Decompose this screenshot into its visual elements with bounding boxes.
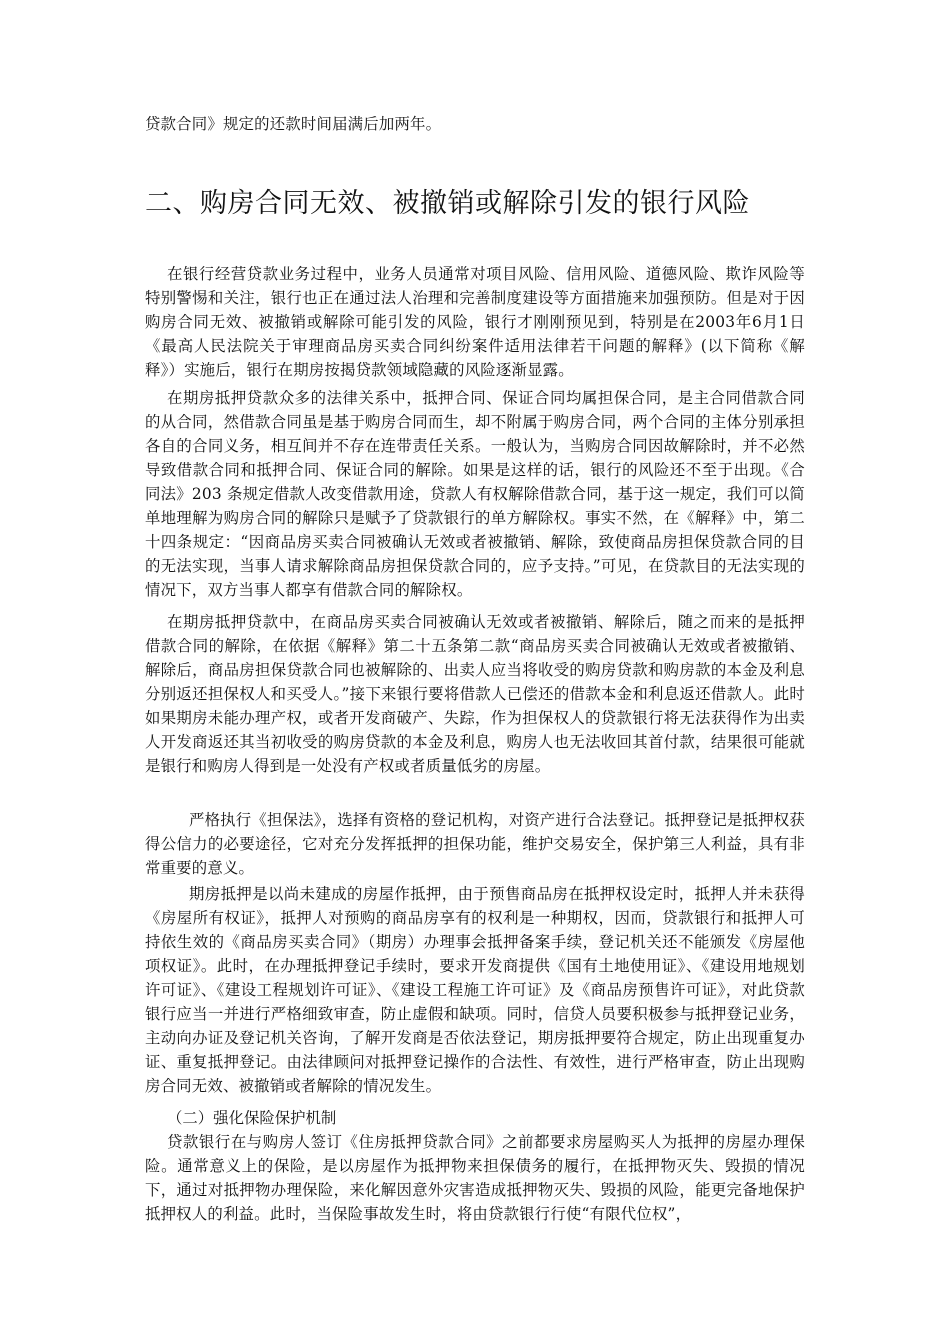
section-heading: 二、购房合同无效、被撤销或解除引发的银行风险 (145, 188, 750, 219)
body-paragraph-3: 在期房抵押贷款中，在商品房买卖合同被确认无效或者被撤销、解除后，随之而来的是抵押借款合同的解除，在依据《解释》第二十五条第二款“商品房买卖合同被确认无效或者被撤销、解除后，商品房担保贷款合同也被解除的、出卖人应当将收受的购房贷款和购房款的本金及利息分别返还担保权人和买受人。”接下来银行要将借款人已偿还的借款本金和利息返还借款人。此时如果期房未能办理产权，或者开发商破产、失踪，作为担保权人的贷款银行将无法获得作为出卖人开发商返还其当初收受的购房贷款的本金及利息，购房人也无法收回其首付款，结果很可能就是银行和购房人得到是一处没有产权或者质量低劣的房屋。 (145, 613, 805, 775)
body-paragraph-5: 期房抵押是以尚未建成的房屋作抵押，由于预售商品房在抵押权设定时，抵押人并未获得《房屋所有权证》，抵押人对预购的商品房享有的权利是一种期权，因而，贷款银行和抵押人可持依生效的《商品房买卖合同》（期房）办理事会抵押备案手续，登记机关还不能颁发《房屋他项权证》。此时，在办理抵押登记手续时，要求开发商提供《国有土地使用证》、《建设用地规划许可证》、《建设工程规划许可证》、《建设工程施工许可证》及《商品房预售许可证》，对此贷款银行应当一并进行严格细致审查，防止虚假和缺项。同时，信贷人员要积极参与抵押登记业务，主动向办证及登记机关咨询，了解开发商是否依法登记，期房抵押要符合规定，防止出现重复办证、重复抵押登记。由法律顾问对抵押登记操作的合法性、有效性，进行严格审查，防止出现购房合同无效、被撤销或者解除的情况发生。 (145, 885, 805, 1095)
subsection-heading: （二）强化保险保护机制 (167, 1109, 337, 1127)
lead-paragraph: 贷款合同》规定的还款时间届满后加两年。 (145, 115, 442, 133)
body-paragraph-1: 在银行经营贷款业务过程中，业务人员通常对项目风险、信用风险、道德风险、欺诈风险等特别警惕和关注，银行也正在通过法人治理和完善制度建设等方面措施来加强预防。但是对于因购房合同无效、被撤销或解除可能引发的风险，银行才刚刚预见到，特别是在2003年6月1日《最高人民法院关于审理商品房买卖合同纠纷案件适用法律若干问题的解释》(以下简称《解释》）实施后，银行在期房按揭贷款领域隐藏的风险逐渐显露。 (145, 265, 805, 379)
body-paragraph-2: 在期房抵押贷款众多的法律关系中，抵押合同、保证合同均属担保合同，是主合同借款合同的从合同，然借款合同虽是基于购房合同而生，却不附属于购房合同，两个合同的主体分别承担各自的合同义务，相互间并不存在连带责任关系。一般认为，当购房合同因故解除时，并不必然导致借款合同和抵押合同、保证合同的解除。如果是这样的话，银行的风险还不至于出现。《合同法》203 条规定借款人改变借款用途，贷款人有权解除借款合同，基于这一规定，我们可以简单地理解为购房合同的解除只是赋予了贷款银行的单方解除权。事实不然，在《解释》中，第二十四条规定：“因商品房买卖合同被确认无效或者被撤销、解除，致使商品房担保贷款合同的目的无法实现，当事人请求解除商品房担保贷款合同的，应予支持。”可见，在贷款目的无法实现的情况下，双方当事人都享有借款合同的解除权。 (145, 389, 805, 599)
body-paragraph-6: 贷款银行在与购房人签订《住房抵押贷款合同》之前都要求房屋购买人为抵押的房屋办理保险。通常意义上的保险，是以房屋作为抵押物来担保债务的履行，在抵押物灭失、毁损的情况下，通过对抵押物办理保险，来化解因意外灾害造成抵押物灭失、毁损的风险，能更完备地保护抵押权人的利益。此时，当保险事故发生时，将由贷款银行行使“有限代位权”， (145, 1133, 805, 1223)
body-paragraph-4: 严格执行《担保法》，选择有资格的登记机构，对资产进行合法登记。抵押登记是抵押权获得公信力的必要途径，它对充分发挥抵押的担保功能，维护交易安全，保护第三人利益，具有非常重要的意义。 (145, 811, 805, 877)
